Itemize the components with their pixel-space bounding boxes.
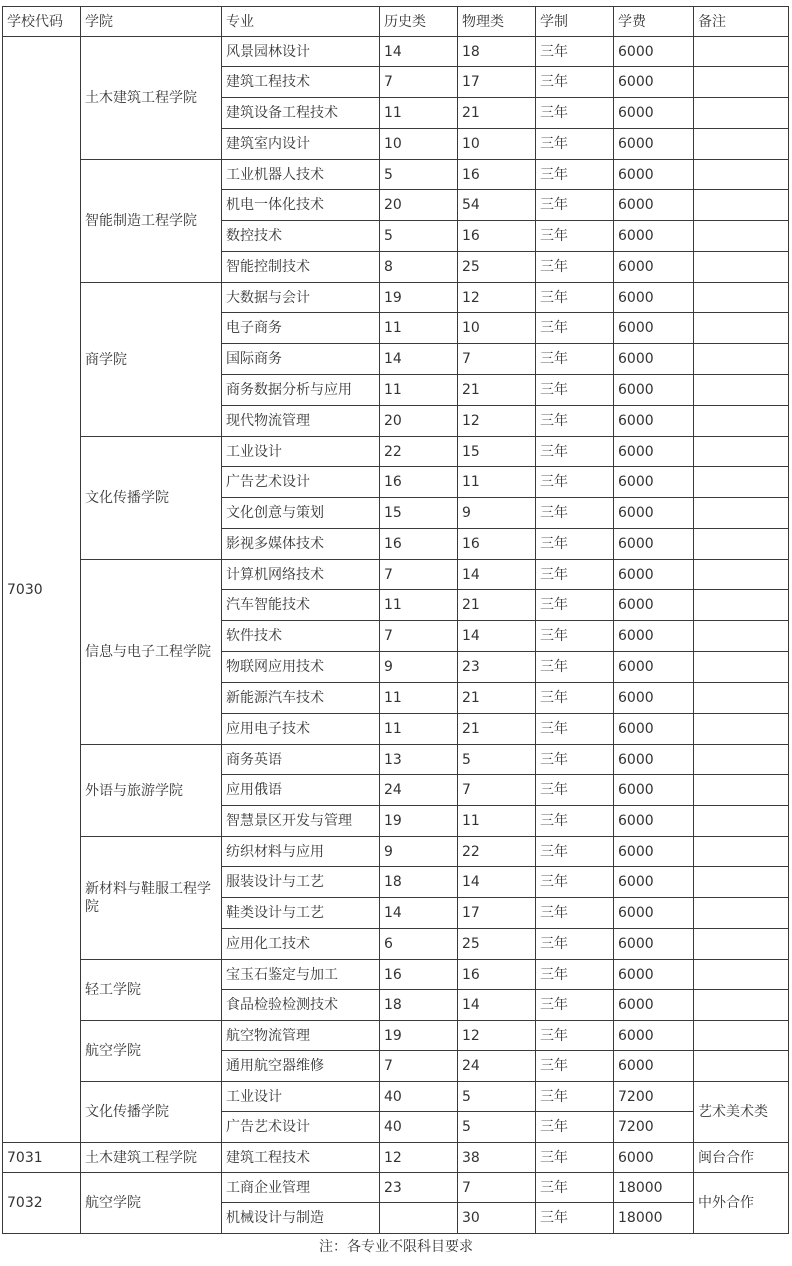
duration-cell: 三年 [536, 1203, 614, 1234]
history-cell: 11 [380, 683, 458, 714]
physics-cell: 16 [458, 221, 536, 252]
remark-cell: 中外合作 [694, 1173, 789, 1234]
table-row [3, 960, 789, 990]
history-cell: 16 [380, 467, 458, 498]
major-cell: 建筑设备工程技术 [222, 98, 380, 129]
duration-cell: 三年 [536, 867, 614, 898]
major-cell: 现代物流管理 [222, 406, 380, 437]
fee-cell: 6000 [614, 1021, 694, 1051]
remark-cell [694, 1051, 789, 1082]
major-cell: 应用化工技术 [222, 929, 380, 960]
physics-cell: 5 [458, 745, 536, 775]
remark-cell [694, 37, 789, 67]
duration-cell: 三年 [536, 190, 614, 221]
duration-cell: 三年 [536, 160, 614, 190]
physics-cell: 9 [458, 498, 536, 529]
fee-cell: 6000 [614, 683, 694, 714]
history-cell: 22 [380, 437, 458, 467]
table-row [3, 837, 789, 867]
major-cell: 宝玉石鉴定与加工 [222, 960, 380, 990]
college-cell: 轻工学院 [81, 960, 222, 1021]
physics-cell: 15 [458, 437, 536, 467]
physics-cell: 7 [458, 344, 536, 375]
major-cell: 纺织材料与应用 [222, 837, 380, 867]
major-cell: 智能控制技术 [222, 252, 380, 283]
major-cell: 计算机网络技术 [222, 560, 380, 590]
history-cell: 14 [380, 37, 458, 67]
fee-cell: 6000 [614, 990, 694, 1021]
header-cell: 物理类 [458, 7, 536, 37]
fee-cell: 6000 [614, 621, 694, 652]
major-cell: 国际商务 [222, 344, 380, 375]
physics-cell: 14 [458, 867, 536, 898]
physics-cell: 10 [458, 313, 536, 344]
duration-cell: 三年 [536, 621, 614, 652]
major-cell: 应用俄语 [222, 775, 380, 806]
major-cell: 建筑工程技术 [222, 67, 380, 98]
history-cell: 20 [380, 406, 458, 437]
table-row [3, 437, 789, 467]
fee-cell: 6000 [614, 160, 694, 190]
remark-cell [694, 837, 789, 867]
college-cell: 文化传播学院 [81, 1082, 222, 1143]
college-cell: 信息与电子工程学院 [81, 560, 222, 745]
duration-cell: 三年 [536, 1173, 614, 1203]
remark-cell [694, 129, 789, 160]
fee-cell: 6000 [614, 467, 694, 498]
remark-cell: 闽台合作 [694, 1143, 789, 1173]
history-cell: 8 [380, 252, 458, 283]
fee-cell: 6000 [614, 252, 694, 283]
fee-cell: 6000 [614, 560, 694, 590]
physics-cell: 22 [458, 837, 536, 867]
duration-cell: 三年 [536, 1051, 614, 1082]
duration-cell: 三年 [536, 467, 614, 498]
physics-cell: 11 [458, 467, 536, 498]
history-cell [380, 1203, 458, 1234]
duration-cell: 三年 [536, 67, 614, 98]
major-cell: 工业设计 [222, 437, 380, 467]
fee-cell: 18000 [614, 1203, 694, 1234]
footnote: 注：各专业不限科目要求 [319, 1239, 473, 1255]
history-cell: 20 [380, 190, 458, 221]
history-cell: 11 [380, 375, 458, 406]
fee-cell: 6000 [614, 406, 694, 437]
duration-cell: 三年 [536, 652, 614, 683]
history-cell: 11 [380, 313, 458, 344]
major-cell: 工业机器人技术 [222, 160, 380, 190]
history-cell: 24 [380, 775, 458, 806]
remark-cell [694, 1021, 789, 1051]
college-cell: 航空学院 [81, 1173, 222, 1234]
header-cell: 学制 [536, 7, 614, 37]
fee-cell: 6000 [614, 67, 694, 98]
table-body [3, 37, 789, 1234]
major-cell: 通用航空器维修 [222, 1051, 380, 1082]
duration-cell: 三年 [536, 775, 614, 806]
history-cell: 18 [380, 990, 458, 1021]
duration-cell: 三年 [536, 745, 614, 775]
remark-cell: 艺术美术类 [694, 1082, 789, 1143]
remark-cell [694, 221, 789, 252]
remark-cell [694, 283, 789, 313]
major-cell: 电子商务 [222, 313, 380, 344]
history-cell: 19 [380, 806, 458, 837]
duration-cell: 三年 [536, 252, 614, 283]
remark-cell [694, 160, 789, 190]
table-row [3, 1021, 789, 1051]
college-cell: 土木建筑工程学院 [81, 37, 222, 160]
major-cell: 建筑工程技术 [222, 1143, 380, 1173]
history-cell: 23 [380, 1173, 458, 1203]
history-cell: 19 [380, 283, 458, 313]
duration-cell: 三年 [536, 898, 614, 929]
duration-cell: 三年 [536, 406, 614, 437]
physics-cell: 7 [458, 1173, 536, 1203]
remark-cell [694, 745, 789, 775]
physics-cell: 12 [458, 406, 536, 437]
header-cell: 学费 [614, 7, 694, 37]
major-cell: 航空物流管理 [222, 1021, 380, 1051]
duration-cell: 三年 [536, 283, 614, 313]
fee-cell: 6000 [614, 775, 694, 806]
remark-cell [694, 714, 789, 745]
header-cell: 历史类 [380, 7, 458, 37]
duration-cell: 三年 [536, 714, 614, 745]
history-cell: 11 [380, 590, 458, 621]
physics-cell: 24 [458, 1051, 536, 1082]
fee-cell: 6000 [614, 313, 694, 344]
physics-cell: 25 [458, 929, 536, 960]
physics-cell: 38 [458, 1143, 536, 1173]
history-cell: 7 [380, 621, 458, 652]
history-cell: 7 [380, 67, 458, 98]
duration-cell: 三年 [536, 98, 614, 129]
history-cell: 16 [380, 529, 458, 560]
major-cell: 商务数据分析与应用 [222, 375, 380, 406]
duration-cell: 三年 [536, 221, 614, 252]
fee-cell: 6000 [614, 1143, 694, 1173]
physics-cell: 5 [458, 1112, 536, 1143]
duration-cell: 三年 [536, 498, 614, 529]
fee-cell: 6000 [614, 498, 694, 529]
fee-cell: 6000 [614, 745, 694, 775]
duration-cell: 三年 [536, 560, 614, 590]
duration-cell: 三年 [536, 1143, 614, 1173]
fee-cell: 7200 [614, 1112, 694, 1143]
fee-cell: 6000 [614, 98, 694, 129]
duration-cell: 三年 [536, 806, 614, 837]
history-cell: 40 [380, 1112, 458, 1143]
major-cell: 服装设计与工艺 [222, 867, 380, 898]
header-cell: 备注 [694, 7, 789, 37]
fee-cell: 6000 [614, 1051, 694, 1082]
college-cell: 智能制造工程学院 [81, 160, 222, 283]
physics-cell: 7 [458, 775, 536, 806]
table-row [3, 1173, 789, 1203]
physics-cell: 25 [458, 252, 536, 283]
remark-cell [694, 344, 789, 375]
major-cell: 智慧景区开发与管理 [222, 806, 380, 837]
duration-cell: 三年 [536, 960, 614, 990]
fee-cell: 6000 [614, 652, 694, 683]
fee-cell: 6000 [614, 190, 694, 221]
duration-cell: 三年 [536, 929, 614, 960]
physics-cell: 21 [458, 683, 536, 714]
physics-cell: 54 [458, 190, 536, 221]
physics-cell: 12 [458, 283, 536, 313]
major-cell: 汽车智能技术 [222, 590, 380, 621]
remark-cell [694, 652, 789, 683]
major-cell: 鞋类设计与工艺 [222, 898, 380, 929]
duration-cell: 三年 [536, 683, 614, 714]
fee-cell: 6000 [614, 960, 694, 990]
header-cell: 学院 [81, 7, 222, 37]
fee-cell: 6000 [614, 221, 694, 252]
duration-cell: 三年 [536, 529, 614, 560]
fee-cell: 6000 [614, 129, 694, 160]
physics-cell: 12 [458, 1021, 536, 1051]
table-row [3, 745, 789, 775]
history-cell: 18 [380, 867, 458, 898]
table-row [3, 283, 789, 313]
header-cell: 专业 [222, 7, 380, 37]
physics-cell: 5 [458, 1082, 536, 1112]
history-cell: 19 [380, 1021, 458, 1051]
major-cell: 商务英语 [222, 745, 380, 775]
duration-cell: 三年 [536, 990, 614, 1021]
remark-cell [694, 621, 789, 652]
remark-cell [694, 98, 789, 129]
remark-cell [694, 437, 789, 467]
remark-cell [694, 313, 789, 344]
major-cell: 数控技术 [222, 221, 380, 252]
remark-cell [694, 252, 789, 283]
duration-cell: 三年 [536, 837, 614, 867]
physics-cell: 30 [458, 1203, 536, 1234]
duration-cell: 三年 [536, 590, 614, 621]
fee-cell: 6000 [614, 344, 694, 375]
major-cell: 工业设计 [222, 1082, 380, 1112]
history-cell: 7 [380, 1051, 458, 1082]
major-cell: 机械设计与制造 [222, 1203, 380, 1234]
history-cell: 9 [380, 652, 458, 683]
history-cell: 5 [380, 160, 458, 190]
physics-cell: 17 [458, 898, 536, 929]
fee-cell: 18000 [614, 1173, 694, 1203]
physics-cell: 21 [458, 714, 536, 745]
major-cell: 物联网应用技术 [222, 652, 380, 683]
major-cell: 新能源汽车技术 [222, 683, 380, 714]
remark-cell [694, 467, 789, 498]
duration-cell: 三年 [536, 437, 614, 467]
remark-cell [694, 529, 789, 560]
major-cell: 软件技术 [222, 621, 380, 652]
college-cell: 新材料与鞋服工程学院 [81, 837, 222, 960]
duration-cell: 三年 [536, 1112, 614, 1143]
remark-cell [694, 375, 789, 406]
fee-cell: 6000 [614, 375, 694, 406]
physics-cell: 18 [458, 37, 536, 67]
table-row [3, 37, 789, 67]
history-cell: 40 [380, 1082, 458, 1112]
physics-cell: 14 [458, 560, 536, 590]
duration-cell: 三年 [536, 313, 614, 344]
college-cell: 商学院 [81, 283, 222, 437]
history-cell: 7 [380, 560, 458, 590]
major-cell: 文化创意与策划 [222, 498, 380, 529]
physics-cell: 16 [458, 960, 536, 990]
fee-cell: 6000 [614, 929, 694, 960]
major-cell: 影视多媒体技术 [222, 529, 380, 560]
remark-cell [694, 560, 789, 590]
college-cell: 外语与旅游学院 [81, 745, 222, 837]
fee-cell: 6000 [614, 867, 694, 898]
remark-cell [694, 990, 789, 1021]
table-row [3, 160, 789, 190]
major-cell: 工商企业管理 [222, 1173, 380, 1203]
history-cell: 14 [380, 898, 458, 929]
history-cell: 11 [380, 714, 458, 745]
remark-cell [694, 590, 789, 621]
college-cell: 航空学院 [81, 1021, 222, 1082]
school-code-cell: 7032 [3, 1173, 81, 1234]
major-cell: 食品检验检测技术 [222, 990, 380, 1021]
college-cell: 文化传播学院 [81, 437, 222, 560]
remark-cell [694, 683, 789, 714]
college-cell: 土木建筑工程学院 [81, 1143, 222, 1173]
remark-cell [694, 498, 789, 529]
remark-cell [694, 67, 789, 98]
physics-cell: 21 [458, 375, 536, 406]
history-cell: 15 [380, 498, 458, 529]
history-cell: 11 [380, 98, 458, 129]
duration-cell: 三年 [536, 129, 614, 160]
duration-cell: 三年 [536, 375, 614, 406]
school-code-cell: 7031 [3, 1143, 81, 1173]
remark-cell [694, 960, 789, 990]
history-cell: 12 [380, 1143, 458, 1173]
remark-cell [694, 929, 789, 960]
fee-cell: 6000 [614, 529, 694, 560]
remark-cell [694, 406, 789, 437]
school-code-cell: 7030 [3, 37, 81, 1143]
physics-cell: 14 [458, 990, 536, 1021]
major-cell: 建筑室内设计 [222, 129, 380, 160]
physics-cell: 23 [458, 652, 536, 683]
fee-cell: 6000 [614, 590, 694, 621]
physics-cell: 10 [458, 129, 536, 160]
fee-cell: 6000 [614, 437, 694, 467]
fee-cell: 6000 [614, 37, 694, 67]
history-cell: 13 [380, 745, 458, 775]
remark-cell [694, 806, 789, 837]
physics-cell: 14 [458, 621, 536, 652]
table-row [3, 1082, 789, 1112]
major-cell: 广告艺术设计 [222, 467, 380, 498]
history-cell: 5 [380, 221, 458, 252]
history-cell: 9 [380, 837, 458, 867]
duration-cell: 三年 [536, 344, 614, 375]
physics-cell: 16 [458, 529, 536, 560]
duration-cell: 三年 [536, 37, 614, 67]
remark-cell [694, 867, 789, 898]
physics-cell: 11 [458, 806, 536, 837]
fee-cell: 6000 [614, 806, 694, 837]
major-cell: 应用电子技术 [222, 714, 380, 745]
fee-cell: 6000 [614, 283, 694, 313]
fee-cell: 6000 [614, 714, 694, 745]
table-row [3, 560, 789, 590]
fee-cell: 7200 [614, 1082, 694, 1112]
enrollment-table [2, 6, 789, 1234]
physics-cell: 21 [458, 98, 536, 129]
history-cell: 6 [380, 929, 458, 960]
fee-cell: 6000 [614, 837, 694, 867]
history-cell: 16 [380, 960, 458, 990]
physics-cell: 21 [458, 590, 536, 621]
duration-cell: 三年 [536, 1021, 614, 1051]
remark-cell [694, 898, 789, 929]
physics-cell: 16 [458, 160, 536, 190]
remark-cell [694, 190, 789, 221]
major-cell: 机电一体化技术 [222, 190, 380, 221]
history-cell: 14 [380, 344, 458, 375]
table-row [3, 1143, 789, 1173]
major-cell: 大数据与会计 [222, 283, 380, 313]
header-row [3, 7, 789, 37]
major-cell: 风景园林设计 [222, 37, 380, 67]
major-cell: 广告艺术设计 [222, 1112, 380, 1143]
history-cell: 10 [380, 129, 458, 160]
remark-cell [694, 775, 789, 806]
header-cell: 学校代码 [3, 7, 81, 37]
duration-cell: 三年 [536, 1082, 614, 1112]
physics-cell: 17 [458, 67, 536, 98]
fee-cell: 6000 [614, 898, 694, 929]
